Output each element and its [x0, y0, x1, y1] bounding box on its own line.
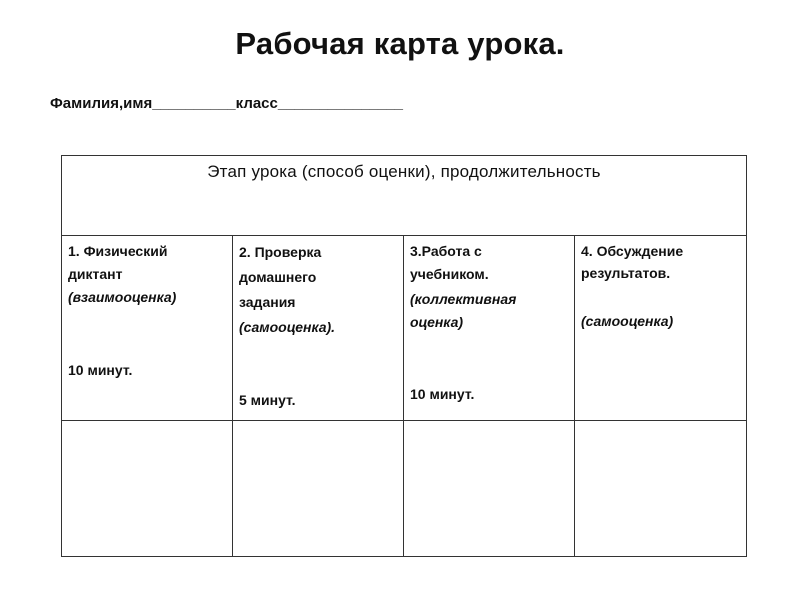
- stage-1-duration: 10 минут.: [68, 362, 133, 378]
- score-cell-3[interactable]: [404, 421, 575, 556]
- stage-1-title-line-1: 1. Физический: [68, 243, 168, 259]
- stage-2-title-line-3: задания: [239, 294, 296, 310]
- stages-row: [62, 236, 746, 421]
- score-cell-1[interactable]: [62, 421, 233, 556]
- stage-1-assessment: (взаимооценка): [68, 289, 177, 305]
- stage-2-assessment: (самооценка).: [239, 319, 336, 335]
- stage-cell-4: [575, 236, 746, 420]
- stage-cell-1: [62, 236, 233, 420]
- stage-cell-2: [233, 236, 404, 420]
- lesson-card-table: [61, 155, 747, 557]
- stage-3-text: [410, 240, 570, 402]
- stage-2-text: [239, 240, 399, 408]
- stage-1-title-line-2: диктант: [68, 266, 123, 282]
- stage-cell-3: [404, 236, 575, 420]
- stage-3-title-line-1: 3.Работа с: [410, 243, 482, 259]
- score-cell-4[interactable]: [575, 421, 746, 556]
- page-title: Рабочая карта урока.: [235, 26, 565, 61]
- stage-4-assessment: (самооценка): [581, 313, 674, 329]
- stage-2-title-line-1: 2. Проверка: [239, 244, 322, 260]
- stage-1-text: [68, 240, 228, 378]
- stage-3-assessment-line-1: (коллективная: [410, 291, 517, 307]
- stage-3-duration: 10 минут.: [410, 386, 475, 402]
- stage-2-duration: 5 минут.: [239, 392, 296, 408]
- table-header-text: Этап урока (способ оценки), продолжительность: [207, 162, 601, 181]
- stage-2-title-line-2: домашнего: [239, 269, 317, 285]
- stage-4-title-line-1: 4. Обсуждение: [581, 243, 684, 259]
- score-cell-2[interactable]: [233, 421, 404, 556]
- stage-3-title-line-2: учебником.: [410, 266, 489, 282]
- score-row: [62, 421, 746, 556]
- stage-4-text: [581, 240, 741, 332]
- table-header-row: [62, 156, 746, 236]
- stage-4-title-line-2: результатов.: [581, 265, 671, 281]
- stage-3-assessment-line-2: оценка): [410, 314, 464, 330]
- student-name-class-line: Фамилия,имя__________класс_______________: [50, 95, 404, 112]
